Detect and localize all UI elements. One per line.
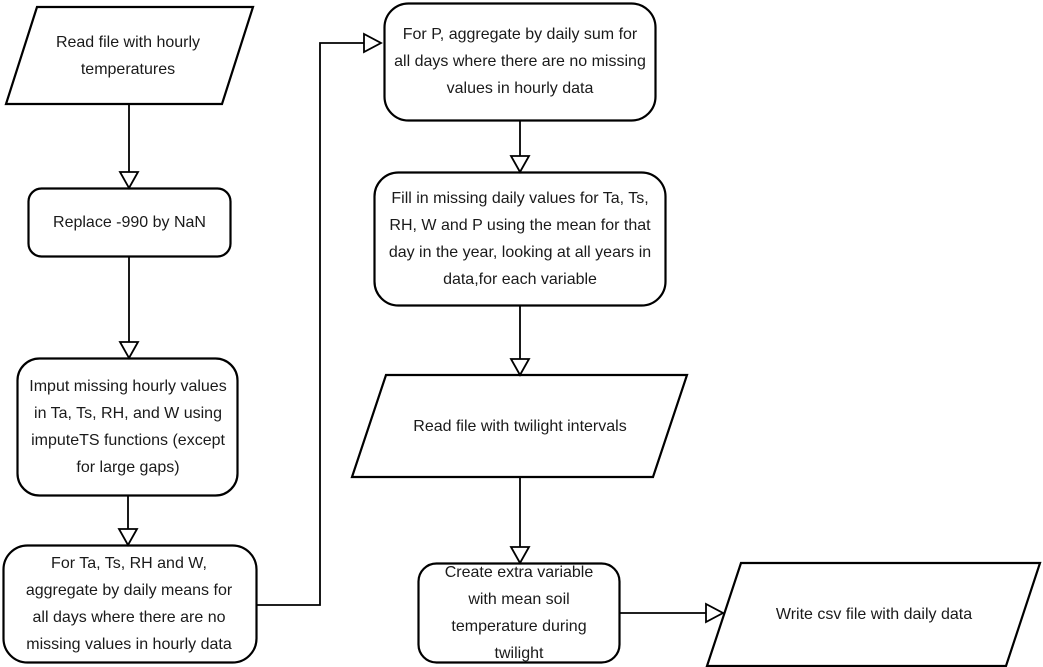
node-replace-990-label: Replace -990 by NaN (53, 213, 206, 231)
arrowhead-down-icon (511, 156, 529, 172)
arrow-read-hourly-to-replace-990 (120, 104, 138, 188)
arrow-fill-missing-to-read-twilight (511, 306, 529, 375)
arrow-replace-990-to-impute (120, 256, 138, 358)
arrow-elbow-line (257, 43, 364, 605)
arrowhead-down-icon (120, 342, 138, 358)
arrowhead-down-icon (119, 529, 137, 545)
arrowhead-right-icon (706, 604, 723, 622)
arrowhead-down-icon (120, 172, 138, 188)
node-create-extra-variable-label: Create extra variable with mean soil temperature during twilight (444, 563, 594, 662)
node-aggregate-daily-means-label: For Ta, Ts, RH and W, aggregate by daily means for all days where there are no missing values in hourly data (25, 554, 233, 653)
node-read-twilight-label: Read file with twilight intervals (413, 417, 627, 435)
connector-daily-means-to-daily-sum (257, 34, 381, 605)
arrowhead-down-icon (511, 359, 529, 375)
arrowhead-right-icon (364, 34, 381, 52)
node-aggregate-daily-sum-label: For P, aggregate by daily sum for all days where there are no missing values in hourly data (394, 26, 646, 97)
connector-create-extra-to-write-csv (620, 604, 723, 622)
node-fill-missing-daily-label: Fill in missing daily values for Ta, Ts, RH, W and P using the mean for that day in the year, looking at all years in data,for each variable (388, 189, 652, 288)
arrow-impute-to-daily-means (119, 495, 137, 545)
node-write-csv-label: Write csv file with daily data (775, 606, 973, 623)
arrow-daily-sum-to-fill-missing (511, 120, 529, 172)
node-impute-hourly-label: Imput missing hourly values in Ta, Ts, RH, and W using imputeTS functions (except for large gaps) (29, 377, 227, 476)
arrow-read-twilight-to-create-extra (511, 477, 529, 563)
node-read-hourly-temps-label: Read file with hourly temperatures (55, 34, 201, 78)
